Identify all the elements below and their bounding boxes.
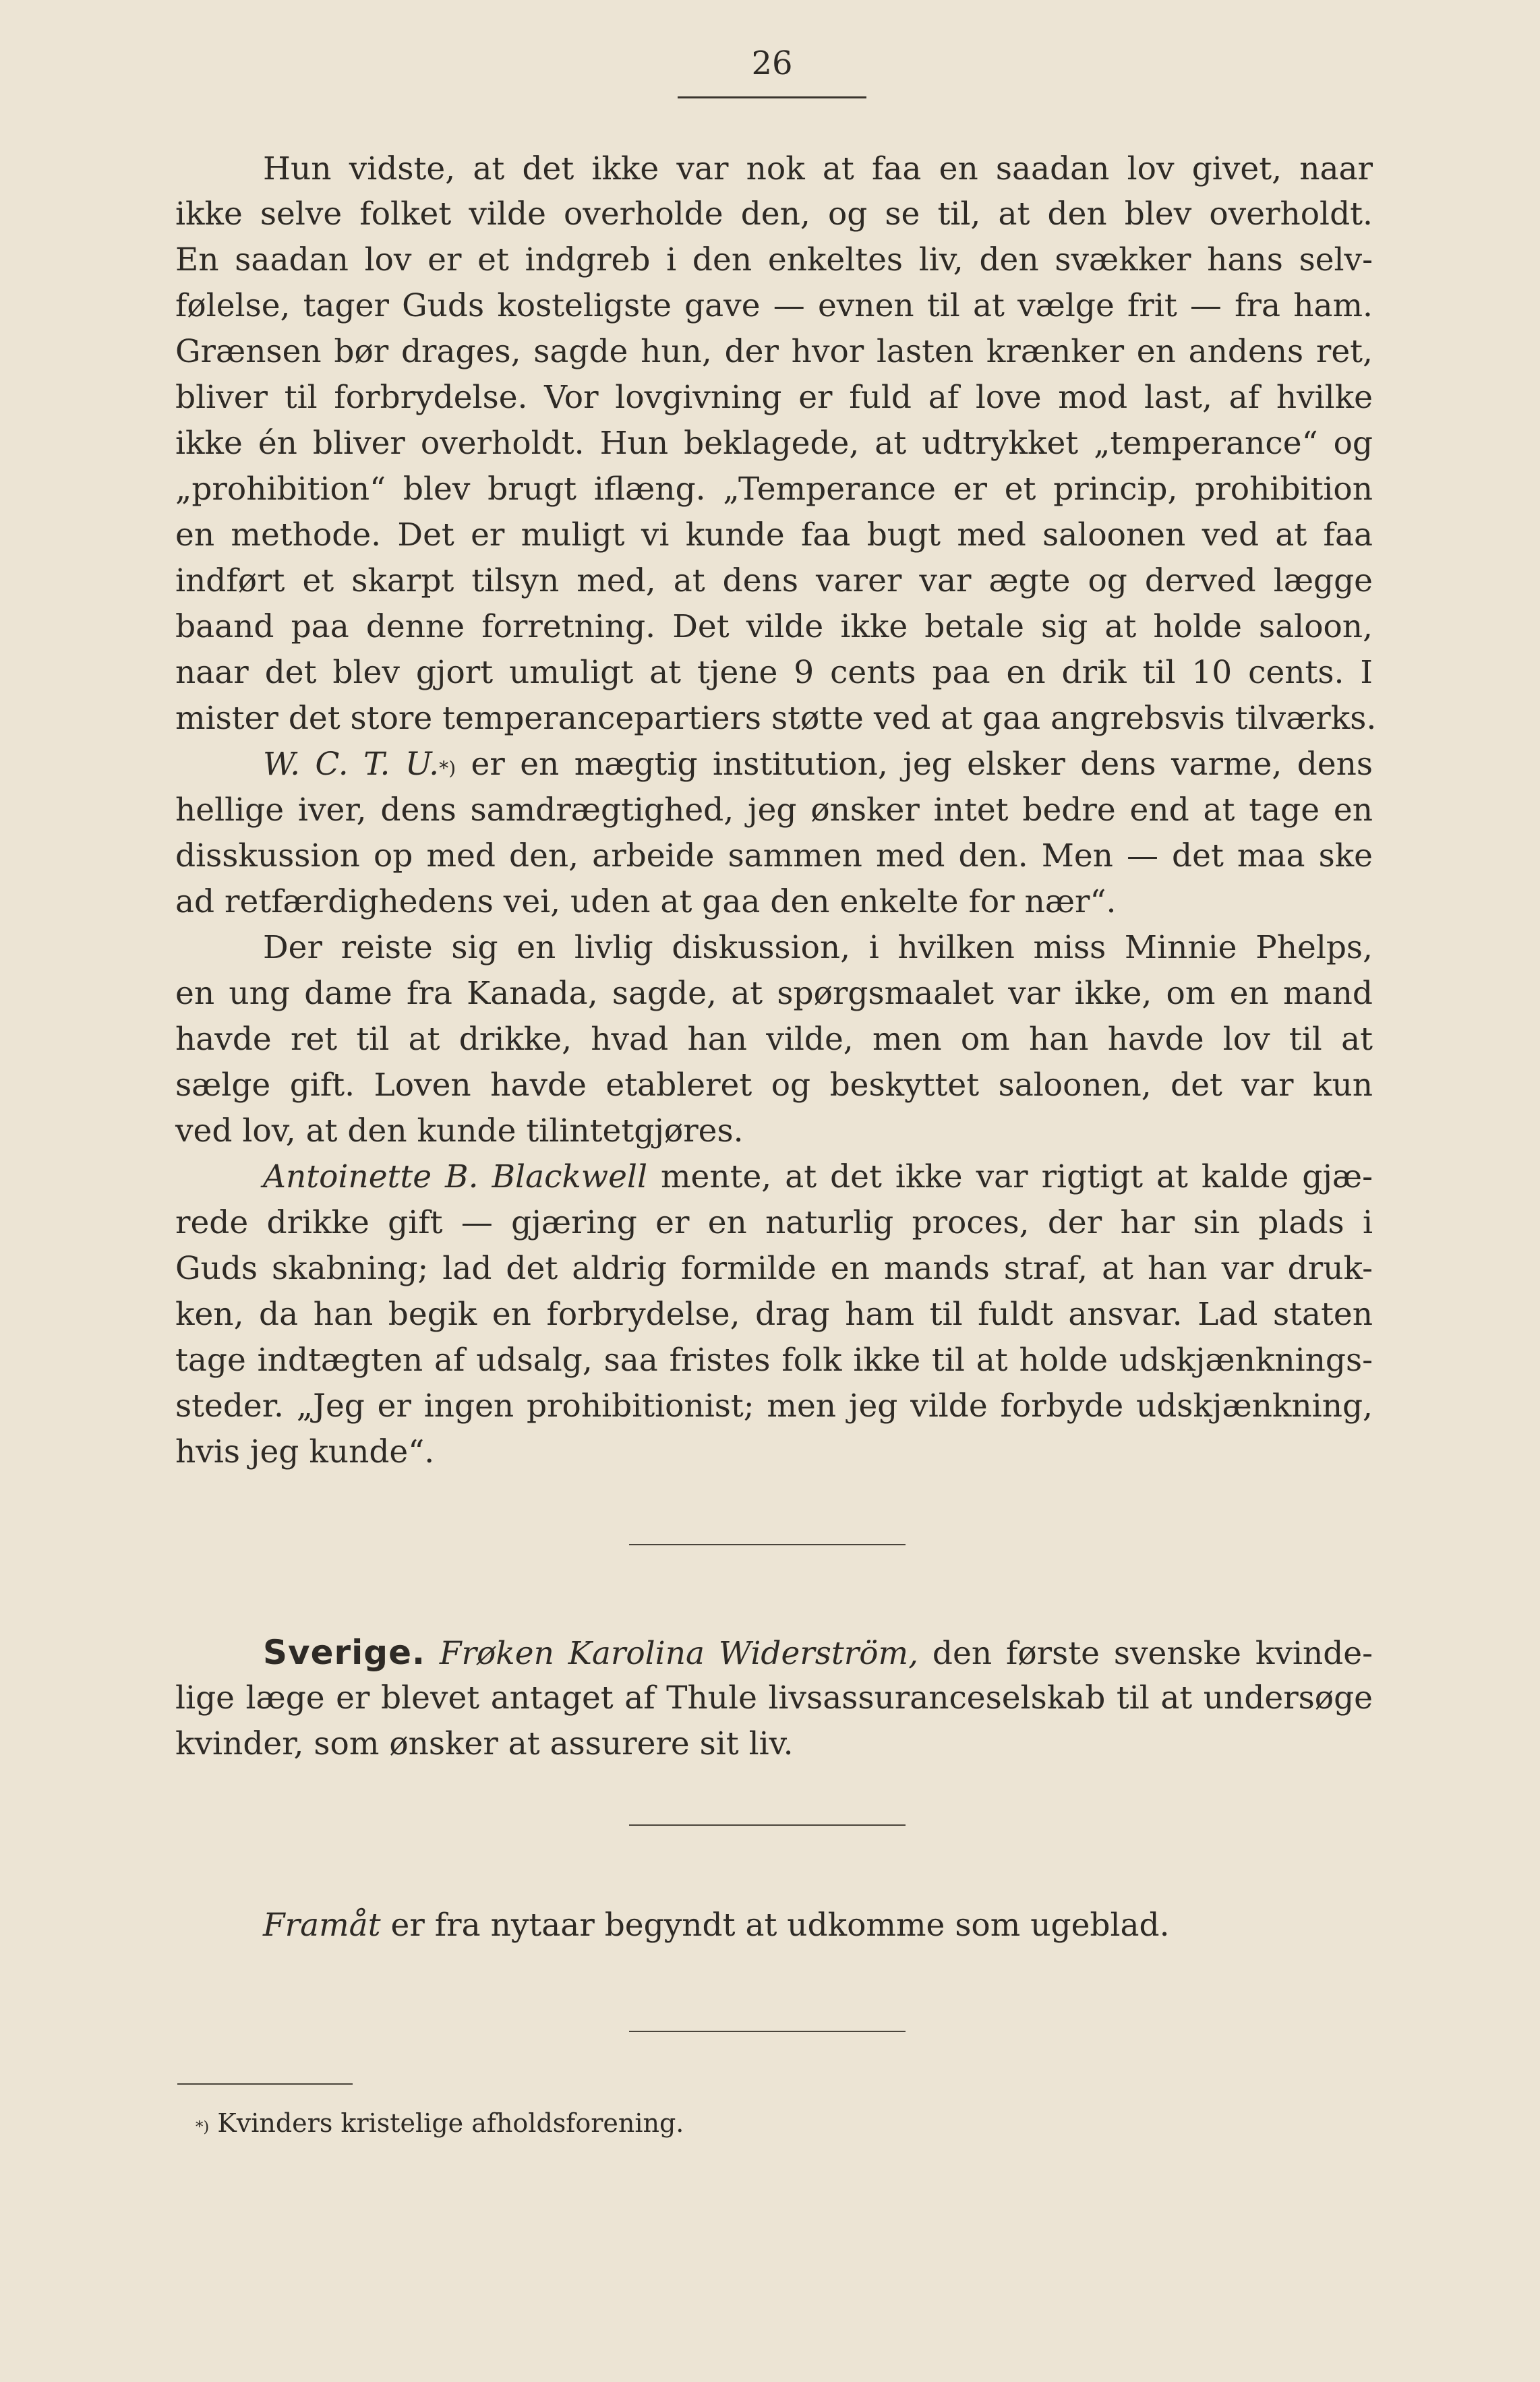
section-heading: Sverige.: [263, 1633, 426, 1672]
text-segment: naar det blev gjort umuligt at tjene 9 cents paa en drik til 10 cents. I: [175, 654, 1373, 691]
text-line: [175, 469, 1373, 510]
text-segment: lige læge er blevet antaget af Thule livsassuranceselskab til at undersøge: [175, 1679, 1373, 1717]
text-segment: ad retfærdighedens vei, uden at gaa den enkelte for nær“.: [175, 883, 1117, 920]
text-line: [175, 1065, 1373, 1106]
text-line: [175, 1110, 1373, 1152]
text-segment: mente, at det ikke var rigtigt at kalde gjæ-: [647, 1158, 1373, 1195]
section-divider: [629, 1824, 906, 1826]
text-line: [175, 331, 1373, 373]
text-segment: disskussion op med den, arbeide sammen med den. Men — det maa ske: [175, 837, 1373, 874]
text-line: [175, 514, 1373, 556]
footnote-marker: *): [196, 2118, 210, 2136]
emphasis-text: W. C. T. U.: [263, 746, 440, 783]
text-segment: ikke selve folket vilde overholde den, og se til, at den blev overholdt.: [175, 196, 1373, 233]
footnote-text: Kvinders kristelige afholdsforening.: [209, 2108, 684, 2138]
text-line: [175, 1019, 1373, 1061]
text-segment: Guds skabning; lad det aldrig formilde en mands straf, at han var druk-: [175, 1250, 1373, 1287]
text-line: [175, 1905, 1373, 1946]
text-line: [175, 698, 1377, 740]
text-line: [175, 377, 1373, 419]
emphasis-text: Framåt: [263, 1907, 381, 1944]
text-line: [175, 148, 1373, 190]
text-segment: ikke én bliver overholdt. Hun beklagede, at udtrykket „temperance“ og: [175, 425, 1373, 462]
text-line: [175, 1156, 1373, 1198]
text-segment: [425, 1635, 440, 1672]
text-segment: steder. „Jeg er ingen prohibitionist; men jeg vilde forbyde udskjænkning,: [175, 1388, 1373, 1425]
text-segment: En saadan lov er et indgreb i den enkeltes liv, den svækker hans selv-: [175, 241, 1373, 278]
text-line: [175, 1340, 1373, 1381]
text-segment: havde ret til at drikke, hvad han vilde, men om han havde lov til at: [175, 1021, 1373, 1058]
text-line: [175, 1431, 1373, 1473]
text-line: [175, 239, 1373, 281]
footnote-rule: [177, 2083, 353, 2085]
text-line: [175, 835, 1373, 877]
text-segment: ved lov, at den kunde tilintetgjøres.: [175, 1112, 744, 1150]
text-line: [175, 1677, 1373, 1719]
text-line: [175, 1202, 1373, 1244]
text-segment: hellige iver, dens samdrægtighed, jeg ønsker intet bedre end at tage en: [175, 792, 1373, 829]
text-line: [175, 423, 1373, 465]
emphasis-text: Frøken Karolina Widerström,: [439, 1635, 919, 1672]
text-line: [175, 1248, 1373, 1290]
text-line: [175, 1723, 1373, 1765]
text-segment: den første svenske kvinde-: [918, 1635, 1373, 1672]
page-number: 26: [751, 44, 793, 82]
text-segment: baand paa denne forretning. Det vilde ikke betale sig at holde saloon,: [175, 608, 1373, 645]
footnote: [196, 2104, 684, 2143]
text-line: [175, 1632, 1373, 1675]
text-segment: bliver til forbrydelse. Vor lovgivning er fuld af love mod last, af hvilke: [175, 379, 1373, 416]
text-segment: følelse, tager Guds kosteligste gave — evnen til at vælge frit — fra ham.: [175, 287, 1373, 324]
text-segment: „prohibition“ blev brugt iflæng. „Temperance er et princip, prohibition: [175, 471, 1373, 508]
text-segment: Hun vidste, at det ikke var nok at faa en saadan lov givet, naar: [263, 150, 1373, 187]
text-line: [175, 652, 1373, 694]
text-segment: Grænsen bør drages, sagde hun, der hvor lasten krænker en andens ret,: [175, 333, 1373, 370]
text-segment: tage indtægten af udsalg, saa fristes folk ikke til at holde udskjænknings-: [175, 1342, 1373, 1379]
text-segment: rede drikke gift — gjæring er en naturlig proces, der har sin plads i: [175, 1204, 1373, 1241]
text-segment: Der reiste sig en livlig diskussion, i hvilken miss Minnie Phelps,: [263, 929, 1373, 966]
text-line: [175, 606, 1373, 648]
text-line: [175, 193, 1373, 235]
text-segment: *): [439, 757, 456, 779]
text-line: [175, 973, 1373, 1015]
text-line: [175, 744, 1373, 785]
text-line: [175, 1386, 1373, 1427]
text-segment: kvinder, som ønsker at assurere sit liv.: [175, 1725, 794, 1762]
text-segment: indført et skarpt tilsyn med, at dens varer var ægte og derved lægge: [175, 562, 1373, 599]
text-segment: mister det store temperancepartiers støtte ved at gaa angrebsvis tilværks.: [175, 700, 1377, 737]
text-segment: hvis jeg kunde“.: [175, 1433, 435, 1470]
text-line: [175, 560, 1373, 602]
emphasis-text: Antoinette B. Blackwell: [263, 1158, 647, 1195]
text-segment: er fra nytaar begyndt at udkomme som ugeblad.: [380, 1907, 1170, 1944]
section-divider: [629, 2031, 906, 2032]
text-line: [175, 927, 1373, 969]
text-segment: sælge gift. Loven havde etableret og beskyttet saloonen, det var kun: [175, 1067, 1373, 1104]
text-segment: er en mægtig institution, jeg elsker dens varme, dens: [456, 746, 1373, 783]
text-segment: ken, da han begik en forbrydelse, drag ham til fuldt ansvar. Lad staten: [175, 1296, 1373, 1333]
page-number-rule: [678, 96, 866, 98]
text-line: [175, 881, 1373, 923]
text-line: [175, 790, 1373, 831]
text-segment: en methode. Det er muligt vi kunde faa bugt med saloonen ved at faa: [175, 516, 1373, 554]
text-line: [175, 1294, 1373, 1336]
text-line: [175, 285, 1373, 327]
section-divider: [629, 1544, 906, 1545]
text-segment: en ung dame fra Kanada, sagde, at spørgsmaalet var ikke, om en mand: [175, 975, 1373, 1012]
